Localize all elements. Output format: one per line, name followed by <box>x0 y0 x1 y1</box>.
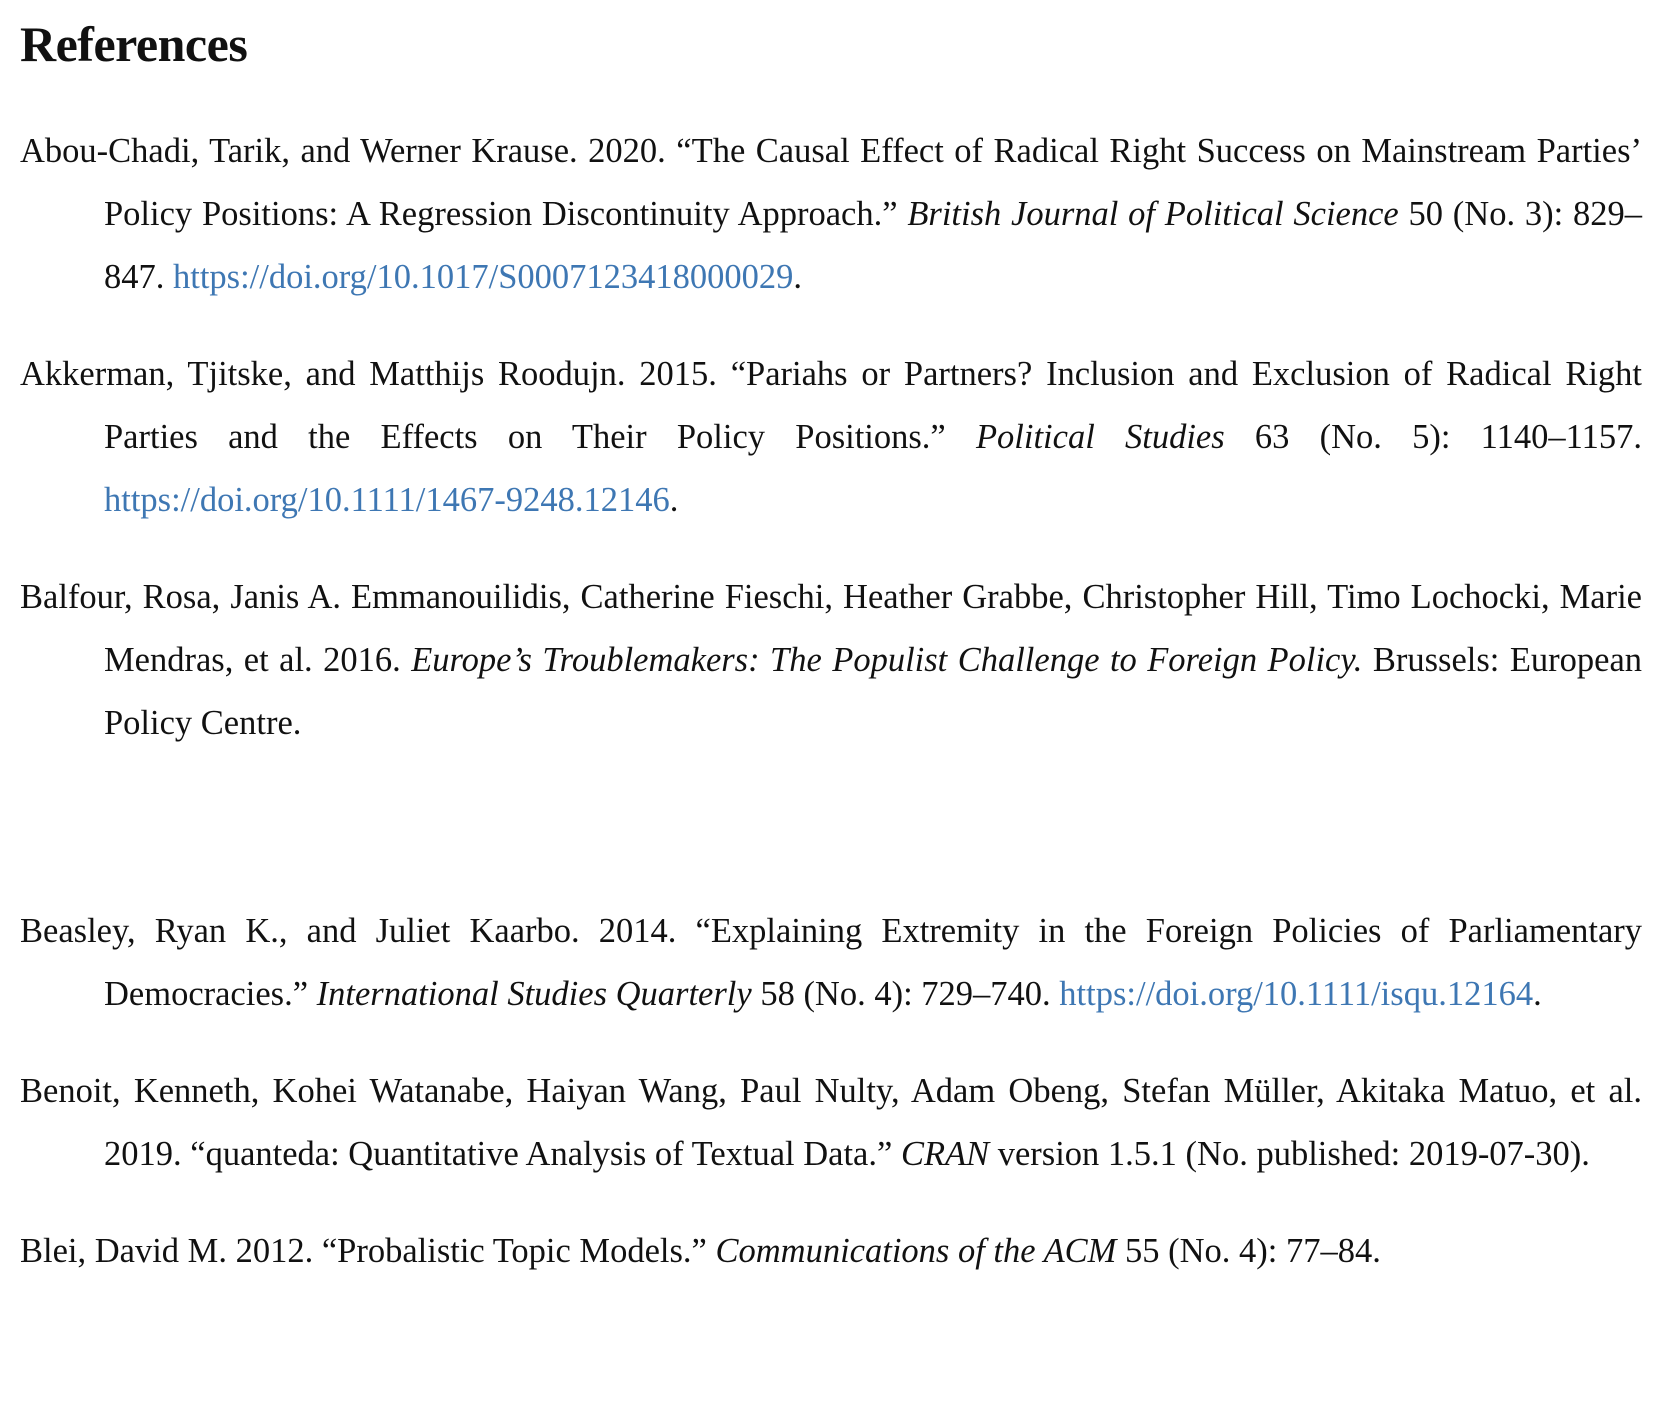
reference-text: Blei, David M. 2012. “Probalistic Topic Models.” <box>20 1232 716 1270</box>
reference-journal: Political Studies <box>975 418 1225 456</box>
reference-journal: International Studies Quarterly <box>316 975 752 1013</box>
reference-end: . <box>1533 975 1542 1013</box>
reference-text: Akkerman, Tjitske, and Matthijs Roodujn. 2015. “Pariahs or Partners? Inclusion and Exclusion of Radical Right Parties and the Effects on Their Policy Positions.” <box>20 355 1642 456</box>
reference-entry <box>20 1060 1642 1186</box>
reference-text: Balfour, Rosa, Janis A. Emmanouilidis, Catherine Fieschi, Heather Grabbe, Christopher Hill, Timo Lochocki, Marie Mendras, et al. 2016. <box>20 578 1642 679</box>
reference-details: 63 (No. 5): 1140–1157. <box>1224 418 1642 456</box>
reference-entry <box>20 900 1642 1026</box>
reference-end: . <box>669 481 679 519</box>
reference-journal: Communications of the ACM <box>715 1232 1117 1270</box>
reference-details: 55 (No. 4): 77–84. <box>1116 1232 1381 1270</box>
reference-text: Abou-Chadi, Tarik, and Werner Krause. 2020. “The Causal Effect of Radical Right Success on Mainstream Parties’ Policy Positions: A Regression Discontinuity Approach.” <box>20 132 1642 233</box>
references-section <box>20 8 1642 1317</box>
reference-details: 58 (No. 4): 729–740. <box>751 975 1060 1013</box>
reference-list <box>20 120 1642 1283</box>
reference-end: . <box>793 258 803 296</box>
doi-link[interactable]: https://doi.org/10.1017/S0007123418000029 <box>173 258 794 296</box>
reference-journal: British Journal of Political Science <box>907 195 1399 233</box>
reference-entry <box>20 343 1642 532</box>
reference-details: 50 (No. 3): 829–847. <box>104 195 1642 296</box>
reference-entry <box>20 566 1642 755</box>
reference-details: Brussels: European Policy Centre. <box>104 641 1643 742</box>
reference-entry <box>20 1220 1642 1283</box>
reference-details: version 1.5.1 (No. published: 2019-07-30). <box>989 1135 1590 1173</box>
reference-journal: CRAN <box>900 1135 990 1173</box>
reference-entry <box>20 120 1642 309</box>
doi-link[interactable]: https://doi.org/10.1111/isqu.12164 <box>1059 975 1534 1013</box>
reference-title: Europe’s Troublemakers: The Populist Challenge to Foreign Policy. <box>411 641 1363 679</box>
reference-text: Benoit, Kenneth, Kohei Watanabe, Haiyan Wang, Paul Nulty, Adam Obeng, Stefan Müller, Akitaka Matuo, et al. 2019. “quanteda: Quantitative Analysis of Textual Data.” <box>20 1072 1642 1173</box>
section-heading: References <box>20 16 248 72</box>
doi-link[interactable]: https://doi.org/10.1111/1467-9248.12146 <box>104 481 670 519</box>
reference-text: Beasley, Ryan K., and Juliet Kaarbo. 2014. “Explaining Extremity in the Foreign Policies of Parliamentary Democracies.” <box>20 912 1642 1013</box>
